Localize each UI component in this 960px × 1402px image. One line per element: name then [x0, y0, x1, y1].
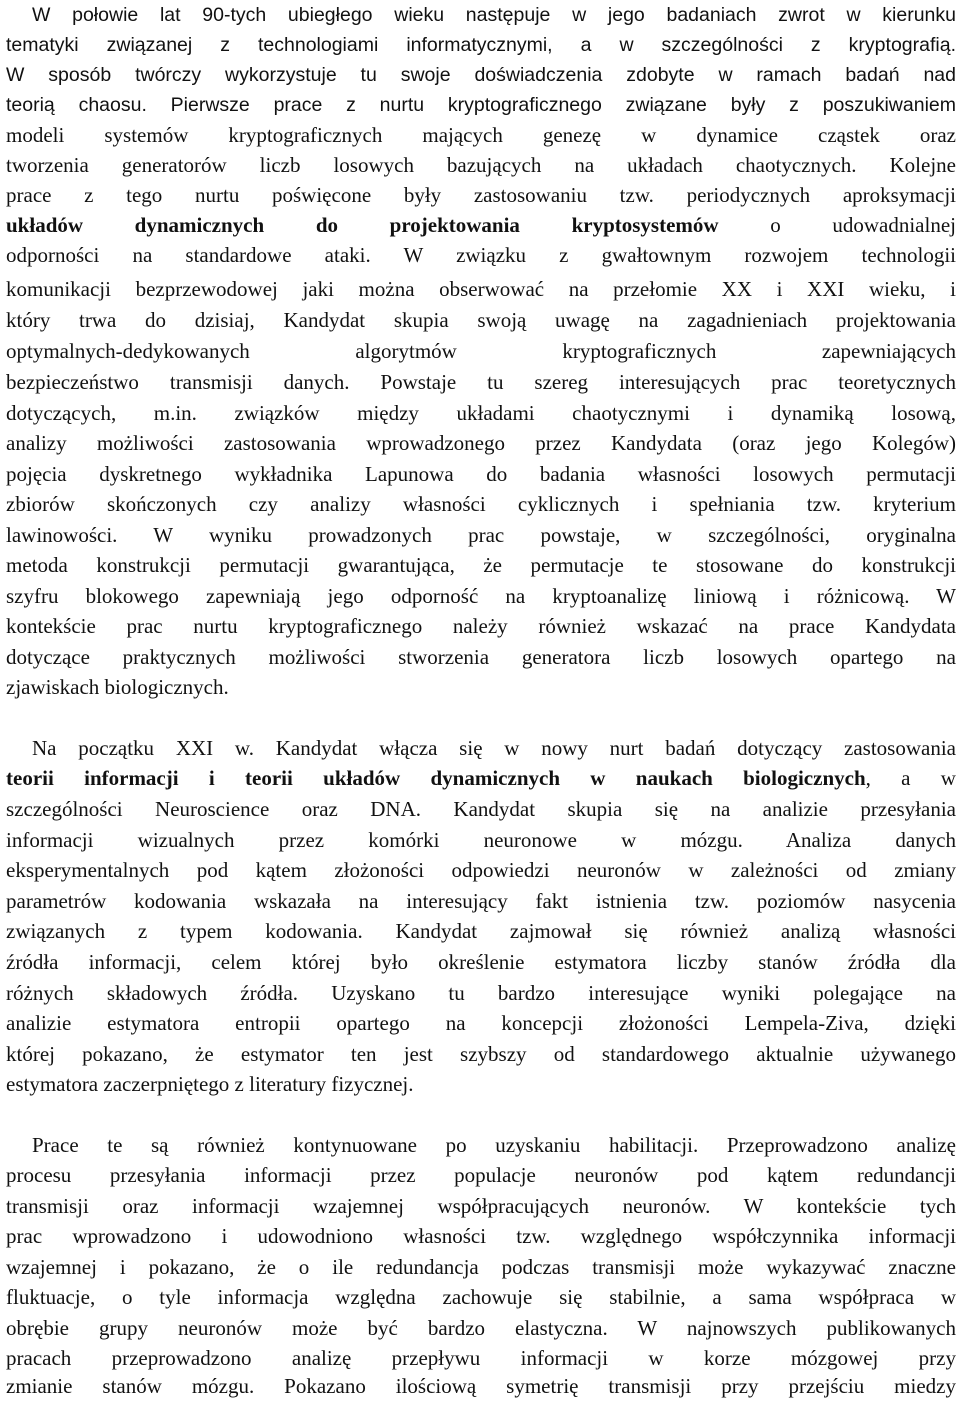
text-span: odporności na standardowe ataki.	[6, 243, 371, 267]
text-line: szyfru blokowego zapewniają jego odporność na kryptoanalizę liniową i różnicową. W	[6, 584, 956, 608]
text-line: który trwa do dzisiaj, Kandydat skupia swoją uwagę na zagadnieniach projektowania	[6, 308, 956, 332]
text-span: Pierwsze prace z nurtu kryptograficznego związane były z poszukiwaniem	[170, 94, 957, 116]
text-line: tworzenia generatorów liczb losowych bazujących na układach chaotycznych. Kolejne	[6, 153, 956, 177]
text-span: , a w	[865, 766, 956, 790]
text-line: Na początku XXI w. Kandydat włącza się w nowy nurt badań dotyczący zastosowania	[32, 736, 956, 760]
text-line: pojęcia dyskretnego wykładnika Lapunowa do badania własności losowych permutacji	[6, 462, 956, 486]
text-line: informacji wizualnych przez komórki neuronowe w mózgu. Analiza danych	[6, 828, 956, 852]
text-line: analizy możliwości zastosowania wprowadzonego przez Kandydata (oraz jego Kolegów)	[6, 431, 956, 455]
text-line: optymalnych-dedykowanych algorytmów kryptograficznych zapewniających	[6, 339, 956, 363]
text-line: lawinowości. W wyniku prowadzonych prac powstaje, w szczególności, oryginalna	[6, 523, 956, 547]
text-line: obrębie grupy neuronów może być bardzo elastyczna. W najnowszych publikowanych	[6, 1316, 956, 1340]
text-line: analizie estymatora entropii opartego na koncepcji złożoności Lempela-Ziva, dzięki	[6, 1011, 956, 1035]
text-line: dotyczące praktycznych możliwości stworzenia generatora liczb losowych opartego na	[6, 645, 956, 669]
text-line: fluktuacje, o tyle informacja względna zachowuje się stabilnie, a sama współpraca w	[6, 1285, 956, 1309]
text-line: W połowie lat 90-tych ubiegłego wieku następuje w jego badaniach zwrot w kierunku	[32, 4, 956, 26]
text-line: związanych z typem kodowania. Kandydat zajmował się również analizą własności	[6, 919, 956, 943]
text-line: zbiorów skończonych czy analizy własności cyklicznych i spełniania tzw. kryterium	[6, 492, 956, 516]
text-line: parametrów kodowania wskazała na interesujący fakt istnienia tzw. poziomów nasycenia	[6, 889, 956, 913]
text-line: komunikacji bezprzewodowej jaki można obserwować na przełomie XX i XXI wieku, i	[6, 277, 956, 301]
text-line	[6, 240, 956, 271]
text-line: zjawiskach biologicznych.	[6, 675, 229, 699]
text-line: eksperymentalnych pod kątem złożoności odpowiedzi neuronów w zależności od zmiany	[6, 858, 956, 882]
text-line: pracach przeprowadzono analizę przepływu informacji w korze mózgowej przy	[6, 1346, 956, 1370]
text-line: modeli systemów kryptograficznych mających genezę w dynamice cząstek oraz	[6, 123, 956, 147]
text-span: W związku z gwałtownym rozwojem technologii	[403, 243, 956, 267]
text-line	[6, 763, 956, 794]
text-line: szczególności Neuroscience oraz DNA. Kandydat skupia się na analizie przesyłania	[6, 797, 956, 821]
bold-text: kryptosystemów	[571, 213, 719, 237]
text-line: prace z tego nurtu poświęcone były zastosowaniu tzw. periodycznych aproksymacji	[6, 183, 956, 207]
text-line	[6, 90, 956, 121]
text-line: metoda konstrukcji permutacji gwarantująca, że permutacje te stosowane do konstrukcji	[6, 553, 956, 577]
text-line: zmianie stanów mózgu. Pokazano ilościową symetrię transmisji przy przejściu miedzy	[6, 1374, 956, 1398]
text-span: teorią chaosu.	[6, 94, 147, 116]
text-line: Prace te są również kontynuowane po uzyskaniu habilitacji. Przeprowadzono analizę	[32, 1133, 956, 1157]
text-line	[6, 210, 956, 241]
text-span: o udowadnialnej	[770, 213, 956, 237]
text-line: źródła informacji, celem której było określenie estymatora liczby stanów źródła dla	[6, 950, 956, 974]
text-line: tematyki związanej z technologiami informatycznymi, a w szczególności z kryptografią.	[6, 34, 956, 56]
text-line: procesu przesyłania informacji przez populacje neuronów pod kątem redundancji	[6, 1163, 956, 1187]
text-line: prac wprowadzono i udowodniono własności tzw. względnego współczynnika informacji	[6, 1224, 956, 1248]
bold-text: teorii informacji i teorii układów dynamicznych w naukach biologicznych	[6, 766, 866, 790]
text-line: wzajemnej i pokazano, że o ile redundancja podczas transmisji może wykazywać znaczne	[6, 1255, 956, 1279]
text-line: W sposób twórczy wykorzystuje tu swoje doświadczenia zdobyte w ramach badań nad	[6, 64, 956, 86]
text-line: kontekście prac nurtu kryptograficznego należy również wskazać na prace Kandydata	[6, 614, 956, 638]
text-line: której pokazano, że estymator ten jest szybszy od standardowego aktualnie używanego	[6, 1042, 956, 1066]
bold-text: układów dynamicznych do projektowania	[6, 213, 520, 237]
text-line: dotyczących, m.in. związków między układami chaotycznymi i dynamiką losową,	[6, 401, 956, 425]
text-line: różnych składowych źródła. Uzyskano tu bardzo interesujące wyniki polegające na	[6, 981, 956, 1005]
text-line: transmisji oraz informacji wzajemnej współpracujących neuronów. W kontekście tych	[6, 1194, 956, 1218]
text-line: bezpieczeństwo transmisji danych. Powstaje tu szereg interesujących prac teoretycznych	[6, 370, 956, 394]
text-line: estymatora zaczerpniętego z literatury fizycznej.	[6, 1072, 414, 1096]
